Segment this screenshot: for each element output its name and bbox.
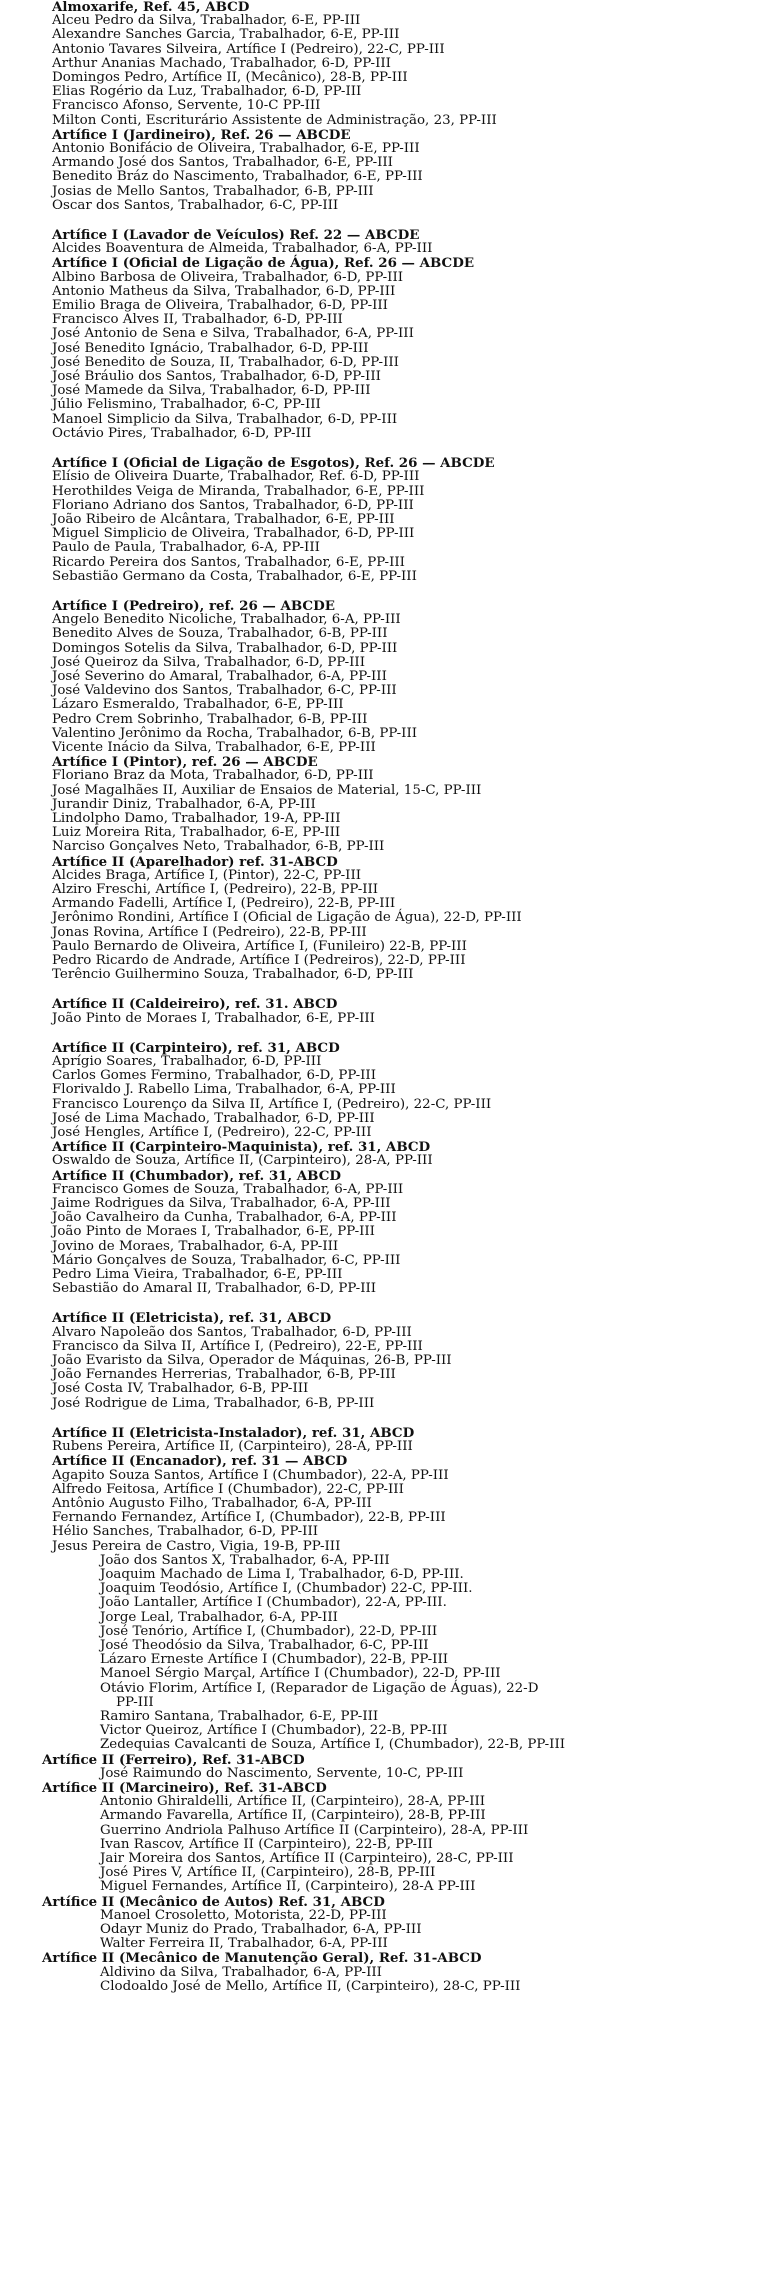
roster-section [0, 228, 758, 441]
roster-entry: Francisco Lourenço da Silva II, Artífice I, (Pedreiro), 22-C, PP-III [52, 1096, 492, 1112]
roster-entry: Angelo Benedito Nicoliche, Trabalhador, 6-A, PP-III [52, 612, 401, 628]
roster-section [0, 1426, 758, 1994]
roster-entry: Antonio Bonifácio de Oliveira, Trabalhador, 6-E, PP-III [52, 141, 420, 157]
roster-entry: Floriano Adriano dos Santos, Trabalhador, 6-D, PP-III [52, 497, 414, 513]
roster-entry: Vicente Inácio da Silva, Trabalhador, 6-E, PP-III [52, 739, 376, 755]
roster-section [0, 599, 758, 982]
roster-entry: Pedro Crem Sobrinho, Trabalhador, 6-B, PP-III [52, 711, 368, 727]
roster-entry: Pedro Ricardo de Andrade, Artífice I (Pedreiros), 22-D, PP-III [52, 953, 466, 968]
roster-entry: Otávio Florim, Artífice I, (Reparador de Ligação de Águas), 22-D [100, 1680, 539, 1696]
roster-entry: Júlio Felismino, Trabalhador, 6-C, PP-III [52, 397, 321, 413]
roster-entry: Hélio Sanches, Trabalhador, 6-D, PP-III [52, 1524, 319, 1540]
roster-entry: Milton Conti, Escriturário Assistente de Administração, 23, PP-III [52, 112, 497, 128]
roster-entry: Ricardo Pereira dos Santos, Trabalhador, 6-E, PP-III [52, 554, 405, 570]
roster-entry: Ivan Rascov, Artífice II (Carpinteiro), 22-B, PP-III [100, 1836, 433, 1852]
section-heading: Artífice II (Chumbador), ref. 31, ABCD [52, 1167, 342, 1184]
roster-entry: Antonio Matheus da Silva, Trabalhador, 6-D, PP-III [52, 283, 396, 299]
roster-entry: Arthur Ananias Machado, Trabalhador, 6-D, PP-III [52, 55, 391, 71]
roster-entry: Elias Rogério da Luz, Trabalhador, 6-D, PP-III [52, 84, 362, 100]
roster-entry: Paulo de Paula, Trabalhador, 6-A, PP-III [52, 540, 320, 556]
roster-entry: José Theodósio da Silva, Trabalhador, 6-C, PP-III [100, 1637, 429, 1653]
section-heading: Artífice I (Jardineiro), Ref. 26 — ABCDE [52, 126, 351, 143]
roster-entry: Miguel Simplicio de Oliveira, Trabalhador, 6-D, PP-III [52, 526, 415, 542]
roster-entry: Francisco Alves II, Trabalhador, 6-D, PP-III [52, 312, 343, 328]
roster-entry: Aprígio Soares, Trabalhador, 6-D, PP-III [52, 1054, 322, 1070]
section-heading: Artífice I (Oficial de Ligação de Água), Ref. 26 — ABCDE [52, 255, 475, 272]
roster-entry: Oscar dos Santos, Trabalhador, 6-C, PP-III [52, 197, 339, 213]
roster-entry: Joaquim Machado de Lima I, Trabalhador, 6-D, PP-III. [100, 1566, 464, 1582]
roster-entry: Floriano Braz da Mota, Trabalhador, 6-D, PP-III [52, 768, 374, 784]
roster-section [0, 456, 758, 584]
roster-entry: João Evaristo da Silva, Operador de Máquinas, 26-B, PP-III [52, 1353, 452, 1369]
roster-entry: Fernando Fernandez, Artífice I, (Chumbador), 22-B, PP-III [52, 1510, 446, 1526]
roster-entry: Jonas Rovina, Artífice I (Pedreiro), 22-B, PP-III [52, 924, 367, 940]
section-heading: Artífice II (Carpinteiro-Maquinista), ref. 31, ABCD [52, 1139, 431, 1156]
roster-entry: Mário Gonçalves de Souza, Trabalhador, 6-C, PP-III [52, 1252, 401, 1268]
roster-section [0, 1041, 758, 1297]
roster-entry: Manoel Sérgio Marçal, Artífice I (Chumbador), 22-D, PP-III [100, 1666, 501, 1682]
roster-entry: Oswaldo de Souza, Artífice II, (Carpinteiro), 28-A, PP-III [52, 1153, 433, 1169]
roster-entry: Narciso Gonçalves Neto, Trabalhador, 6-B, PP-III [52, 839, 385, 855]
roster-entry: José Hengles, Artífice I, (Pedreiro), 22-C, PP-III [52, 1125, 372, 1141]
roster-entry: João dos Santos X, Trabalhador, 6-A, PP-III [100, 1552, 390, 1568]
roster-entry: Jesus Pereira de Castro, Vigia, 19-B, PP-III [52, 1538, 341, 1554]
roster-entry: Victor Queiroz, Artífice I (Chumbador), 22-B, PP-III [100, 1723, 448, 1739]
section-heading: Artífice II (Carpinteiro), ref. 31, ABCD [52, 1039, 340, 1056]
roster-entry: Alvaro Napoleão dos Santos, Trabalhador, 6-D, PP-III [52, 1324, 412, 1340]
roster-entry: Pedro Lima Vieira, Trabalhador, 6-E, PP-III [52, 1267, 343, 1283]
roster-entry: Aldivino da Silva, Trabalhador, 6-A, PP-III [100, 1964, 382, 1980]
roster-entry: João Pinto de Moraes I, Trabalhador, 6-E, PP-III [52, 1010, 375, 1026]
roster-entry: Francisco Afonso, Servente, 10-C PP-III [52, 98, 321, 114]
roster-entry: Agapito Souza Santos, Artífice I (Chumbador), 22-A, PP-III [52, 1467, 449, 1483]
roster-section [0, 1311, 758, 1410]
roster-entry: Antonio Tavares Silveira, Artífice I (Pedreiro), 22-C, PP-III [52, 41, 445, 57]
roster-entry: Manoel Simplicio da Silva, Trabalhador, 6-D, PP-III [52, 411, 398, 427]
roster-entry: Francisco Gomes de Souza, Trabalhador, 6-A, PP-III [52, 1181, 404, 1197]
roster-entry: Jovino de Moraes, Trabalhador, 6-A, PP-III [52, 1238, 339, 1254]
roster-entry: Terêncio Guilhermino Souza, Trabalhador, 6-D, PP-III [52, 967, 414, 983]
roster-entry: José Costa IV, Trabalhador, 6-B, PP-III [52, 1381, 309, 1397]
section-heading: Artífice I (Pintor), ref. 26 — ABCDE [52, 754, 318, 771]
roster-entry: José Pires V, Artífice II, (Carpinteiro), 28-B, PP-III [100, 1865, 436, 1881]
roster-entry: Alceu Pedro da Silva, Trabalhador, 6-E, PP-III [52, 13, 361, 29]
roster-entry: Manoel Crosoletto, Motorista, 22-D, PP-III [100, 1907, 387, 1923]
roster-entry: Domingos Pedro, Artífice II, (Mecânico), 28-B, PP-III [52, 70, 408, 86]
roster-entry: João Pinto de Moraes I, Trabalhador, 6-E, PP-III [52, 1224, 375, 1240]
roster-entry: Odayr Muniz do Prado, Trabalhador, 6-A, PP-III [100, 1922, 422, 1937]
roster-entry: Joaquim Teodósio, Artífice I, (Chumbador) 22-C, PP-III. [100, 1581, 473, 1597]
roster-entry: Lázaro Erneste Artífice I (Chumbador), 22-B, PP-III [100, 1652, 449, 1668]
section-heading: Artífice II (Mecânico de Autos) Ref. 31, ABCD [42, 1893, 385, 1910]
roster-entry: Benedito Bráz do Nascimento, Trabalhador, 6-E, PP-III [52, 169, 423, 185]
roster-entry: Jerônimo Rondini, Artífice I (Oficial de Ligação de Água), 22-D, PP-III [52, 910, 522, 926]
roster-entry: Lázaro Esmeraldo, Trabalhador, 6-E, PP-III [52, 697, 344, 713]
section-heading: Artífice II (Encanador), ref. 31 — ABCD [52, 1453, 348, 1470]
roster-entry: João Ribeiro de Alcântara, Trabalhador, 6-E, PP-III [52, 511, 395, 527]
roster-entry: José Severino do Amaral, Trabalhador, 6-A, PP-III [52, 668, 387, 684]
section-heading: Artífice I (Pedreiro), ref. 26 — ABCDE [52, 597, 335, 614]
roster-entry: José Benedito de Souza, II, Trabalhador, 6-D, PP-III [52, 354, 399, 370]
roster-entry: Alcides Boaventura de Almeida, Trabalhador, 6-A, PP-III [52, 241, 433, 257]
roster-entry: João Fernandes Herrerias, Trabalhador, 6-B, PP-III [52, 1367, 396, 1383]
roster-entry: Jurandir Diniz, Trabalhador, 6-A, PP-III [52, 796, 316, 812]
section-heading: Artífice I (Oficial de Ligação de Esgotos), Ref. 26 — ABCDE [52, 455, 495, 472]
roster-entry: Antonio Ghiraldelli, Artífice II, (Carpinteiro), 28-A, PP-III [100, 1794, 486, 1810]
roster-entry: Paulo Bernardo de Oliveira, Artífice I, (Funileiro) 22-B, PP-III [52, 938, 467, 954]
section-heading: Artífice II (Aparelhador) ref. 31-ABCD [52, 853, 338, 870]
roster-entry: Armando Fadelli, Artífice I, (Pedreiro), 22-B, PP-III [52, 896, 396, 912]
roster-entry: Domingos Sotelis da Silva, Trabalhador, 6-D, PP-III [52, 640, 398, 656]
roster-entry: Sebastião do Amaral II, Trabalhador, 6-D, PP-III [52, 1281, 377, 1297]
roster-entry: Sebastião Germano da Costa, Trabalhador, 6-E, PP-III [52, 568, 417, 584]
roster-entry: Carlos Gomes Fermino, Trabalhador, 6-D, PP-III [52, 1068, 377, 1084]
section-heading: Artífice II (Ferreiro), Ref. 31-ABCD [42, 1751, 305, 1768]
roster-entry: José Queiroz da Silva, Trabalhador, 6-D, PP-III [52, 654, 366, 670]
roster-entry: Francisco da Silva II, Artífice I, (Pedreiro), 22-E, PP-III [52, 1338, 423, 1354]
roster-entry: João Lantaller, Artífice I (Chumbador), 22-A, PP-III. [100, 1595, 447, 1611]
roster-entry: Emilio Braga de Oliveira, Trabalhador, 6-D, PP-III [52, 298, 388, 314]
section-heading: Artífice II (Eletricista), ref. 31, ABCD [52, 1310, 332, 1327]
section-heading: Artífice II (Eletricista-Instalador), ref. 31, ABCD [52, 1424, 415, 1441]
roster-entry: Florivaldo J. Rabello Lima, Trabalhador, 6-A, PP-III [52, 1082, 396, 1098]
roster-entry: José Valdevino dos Santos, Trabalhador, 6-C, PP-III [52, 683, 397, 699]
section-heading: Artífice II (Mecânico de Manutenção Geral), Ref. 31-ABCD [42, 1950, 482, 1967]
roster-entry: Herothildes Veiga de Miranda, Trabalhador, 6-E, PP-III [52, 483, 425, 499]
roster-entry: José Raimundo do Nascimento, Servente, 10-C, PP-III [100, 1765, 464, 1781]
roster-section [0, 0, 758, 213]
section-heading: Almoxarife, Ref. 45, ABCD [52, 0, 250, 15]
roster-entry: Zedequias Cavalcanti de Souza, Artífice I, (Chumbador), 22-B, PP-III [100, 1737, 566, 1753]
roster-entry: Walter Ferreira II, Trabalhador, 6-A, PP-III [100, 1936, 388, 1952]
roster-entry: Alziro Freschi, Artífice I, (Pedreiro), 22-B, PP-III [52, 881, 379, 897]
roster-entry: José Benedito Ignácio, Trabalhador, 6-D, PP-III [52, 340, 369, 356]
roster-entry: Alexandre Sanches Garcia, Trabalhador, 6-E, PP-III [52, 27, 400, 43]
roster-entry: José Antonio de Sena e Silva, Trabalhador, 6-A, PP-III [52, 326, 414, 342]
roster-section [0, 997, 758, 1025]
roster-entry: Albino Barbosa de Oliveira, Trabalhador, 6-D, PP-III [52, 269, 404, 285]
roster-entry: José de Lima Machado, Trabalhador, 6-D, PP-III [52, 1110, 375, 1126]
roster-entry: Jaime Rodrigues da Silva, Trabalhador, 6-A, PP-III [52, 1196, 391, 1212]
section-heading: Artífice II (Caldeireiro), ref. 31. ABCD [52, 996, 338, 1013]
roster-entry: Valentino Jerônimo da Rocha, Trabalhador, 6-B, PP-III [52, 725, 418, 741]
roster-entry: Miguel Fernandes, Artífice II, (Carpinteiro), 28-A PP-III [100, 1879, 476, 1895]
roster-entry: Josias de Mello Santos, Trabalhador, 6-B, PP-III [52, 183, 374, 199]
roster-entry: Elísio de Oliveira Duarte, Trabalhador, Ref. 6-D, PP-III [52, 469, 420, 485]
roster-entry: Jair Moreira dos Santos, Artífice II (Carpinteiro), 28-C, PP-III [100, 1850, 514, 1866]
roster-entry: Alcides Braga, Artífice I, (Pintor), 22-C, PP-III [52, 867, 362, 883]
roster-entry: Lindolpho Damo, Trabalhador, 19-A, PP-III [52, 810, 341, 826]
roster-entry: Antônio Augusto Filho, Trabalhador, 6-A, PP-III [52, 1495, 372, 1511]
roster-entry: Armando Favarella, Artífice II, (Carpinteiro), 28-B, PP-III [100, 1808, 486, 1824]
roster-entry: José Mamede da Silva, Trabalhador, 6-D, PP-III [52, 383, 371, 399]
roster-entry: Benedito Alves de Souza, Trabalhador, 6-B, PP-III [52, 626, 388, 642]
roster-entry: José Rodrigue de Lima, Trabalhador, 6-B, PP-III [52, 1395, 375, 1411]
roster-entry: Alfredo Feitosa, Artífice I (Chumbador), 22-C, PP-III [52, 1481, 404, 1497]
roster-entry: Ramiro Santana, Trabalhador, 6-E, PP-III [100, 1708, 379, 1724]
roster-entry: Guerrino Andriola Palhuso Artífice II (Carpinteiro), 28-A, PP-III [100, 1822, 529, 1838]
roster-entry: Jorge Leal, Trabalhador, 6-A, PP-III [100, 1609, 338, 1625]
roster-entry: Rubens Pereira, Artífice II, (Carpinteiro), 28-A, PP-III [52, 1439, 413, 1455]
roster-entry: Luiz Moreira Rita, Trabalhador, 6-E, PP-III [52, 825, 341, 841]
roster-entry: João Cavalheiro da Cunha, Trabalhador, 6-A, PP-III [52, 1210, 397, 1226]
section-heading: Artífice I (Lavador de Veículos) Ref. 22 — ABCDE [52, 227, 420, 244]
roster-entry: Clodoaldo José de Mello, Artífice II, (Carpinteiro), 28-C, PP-III [100, 1978, 521, 1994]
section-heading: Artífice II (Marcineiro), Ref. 31-ABCD [42, 1779, 327, 1796]
roster-entry: Armando José dos Santos, Trabalhador, 6-E, PP-III [52, 155, 393, 171]
roster-entry: Octávio Pires, Trabalhador, 6-D, PP-III [52, 425, 312, 441]
roster-entry: José Tenório, Artífice I, (Chumbador), 22-D, PP-III [100, 1623, 438, 1639]
roster-entry: José Magalhães II, Auxiliar de Ensaios de Material, 15-C, PP-III [52, 782, 482, 798]
roster-entry: José Bráulio dos Santos, Trabalhador, 6-D, PP-III [52, 369, 381, 385]
roster-entry: PP-III [116, 1694, 154, 1710]
